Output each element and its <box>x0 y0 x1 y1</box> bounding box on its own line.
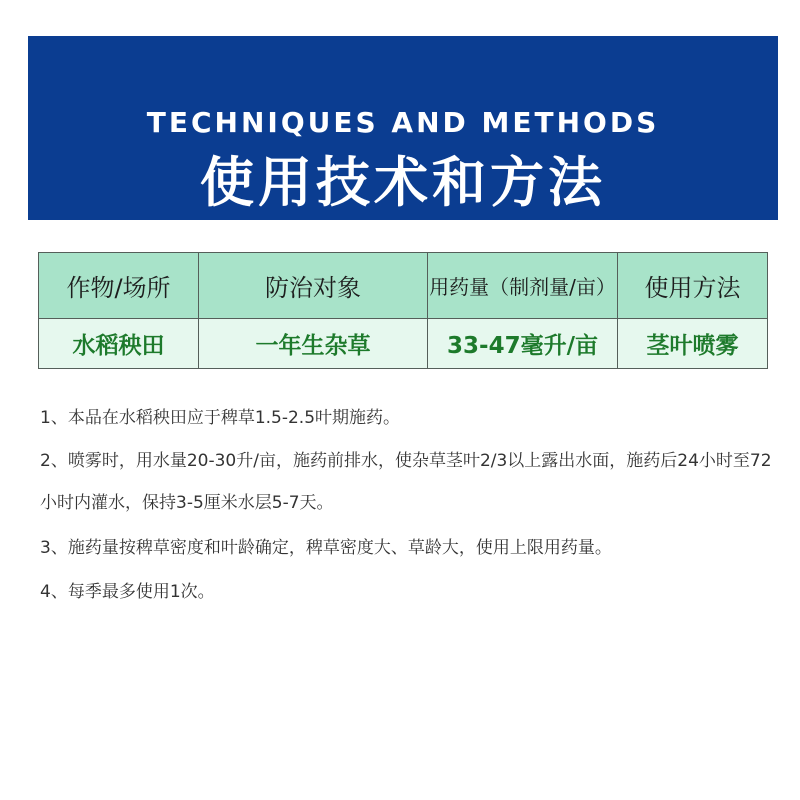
cell-crop: 水稻秧田 <box>39 319 199 369</box>
note-item: 3、施药量按稗草密度和叶龄确定，稗草密度大、草龄大，使用上限用药量。 <box>40 538 612 558</box>
header-banner <box>28 36 778 220</box>
header-crop: 作物/场所 <box>39 253 199 319</box>
banner-title-english: TECHNIQUES AND METHODS <box>146 106 660 139</box>
header-method: 使用方法 <box>618 253 768 319</box>
note-item: 2、喷雾时，用水量20-30升/亩，施药前排水，使杂草茎叶2/3以上露出水面，施药后24小时至72小时内灌水，保持3-5厘米水层5-7天。 <box>40 451 772 513</box>
cell-method: 茎叶喷雾 <box>618 319 768 369</box>
banner-title-chinese: 使用技术和方法 <box>200 151 606 214</box>
note-item: 1、本品在水稻秧田应于稗草1.5-2.5叶期施药。 <box>40 408 401 428</box>
note-item: 4、每季最多使用1次。 <box>40 582 215 602</box>
header-dosage: 用药量（制剂量/亩） <box>428 253 618 319</box>
header-target: 防治对象 <box>199 253 428 319</box>
table-row <box>39 319 768 369</box>
table-header-row <box>39 253 768 319</box>
cell-dosage: 33-47毫升/亩 <box>428 319 618 369</box>
cell-target: 一年生杂草 <box>199 319 428 369</box>
usage-notes <box>40 396 780 614</box>
usage-table <box>38 252 768 369</box>
